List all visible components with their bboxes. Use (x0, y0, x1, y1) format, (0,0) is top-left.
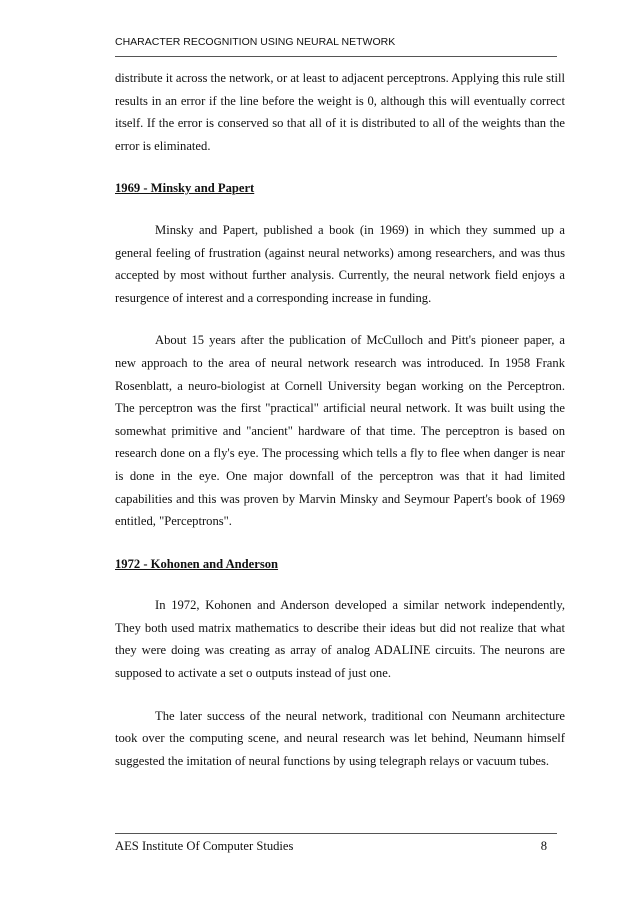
section-heading-kohonen-anderson: 1972 - Kohonen and Anderson (115, 556, 279, 571)
paragraph-kohonen-anderson: In 1972, Kohonen and Anderson developed a similar network independently, They both used matrix mathematics to describe their ideas but did not realize that what they were doing was creating as array of analog ADALINE circuits. The neurons are supposed to activate a set o outputs instead of just one. (115, 598, 565, 681)
page-body (115, 67, 565, 792)
page-number: 8 (540, 839, 547, 853)
running-header: CHARACTER RECOGNITION USING NEURAL NETWORK (115, 36, 396, 48)
paragraph-continuation: distribute it across the network, or at least to adjacent perceptrons. Applying this rule still results in an error if the line before the weight is 0, although this will eventually correct itself. If the error is conserved so that all of it is distributed to all of the weights than the error is eliminated. (115, 71, 565, 153)
paragraph-later-success: The later success of the neural network, traditional con Neumann architecture took over the computing scene, and neural research was let behind, Neumann himself suggested the imitation of neural functions by using telegraph relays or vacuum tubes. (115, 708, 565, 768)
paragraph-perceptron: About 15 years after the publication of McCulloch and Pitt's pioneer paper, a new approach to the area of neural network research was introduced. In 1958 Frank Rosenblatt, a neuro-biologist at Cornell University began working on the Perceptron. The perceptron was the first "practical" artificial neural network. It was built using the somewhat primitive and "ancient" hardware of that time. The perceptron is based on research done on a fly's eye. The processing which tells a fly to flee when danger is near is done in the eye. One major downfall of the perceptron was that it had limited capabilities and this was proven by Marvin Minsky and Seymour Papert's book of 1969 entitled, "Perceptrons". (115, 333, 565, 529)
footer-divider (115, 833, 557, 834)
section-heading-minsky-papert: 1969 - Minsky and Papert (115, 181, 255, 196)
paragraph-minsky-papert: Minsky and Papert, published a book (in 1969) in which they summed up a general feeling of frustration (against neural networks) among researchers, and was thus accepted by most without further analysis. Currently, the neural network field enjoys a resurgence of interest and a corresponding increase in funding. (115, 222, 565, 305)
page-footer (115, 839, 557, 854)
footer-institute: AES Institute Of Computer Studies (115, 839, 294, 853)
header-divider (115, 56, 557, 57)
